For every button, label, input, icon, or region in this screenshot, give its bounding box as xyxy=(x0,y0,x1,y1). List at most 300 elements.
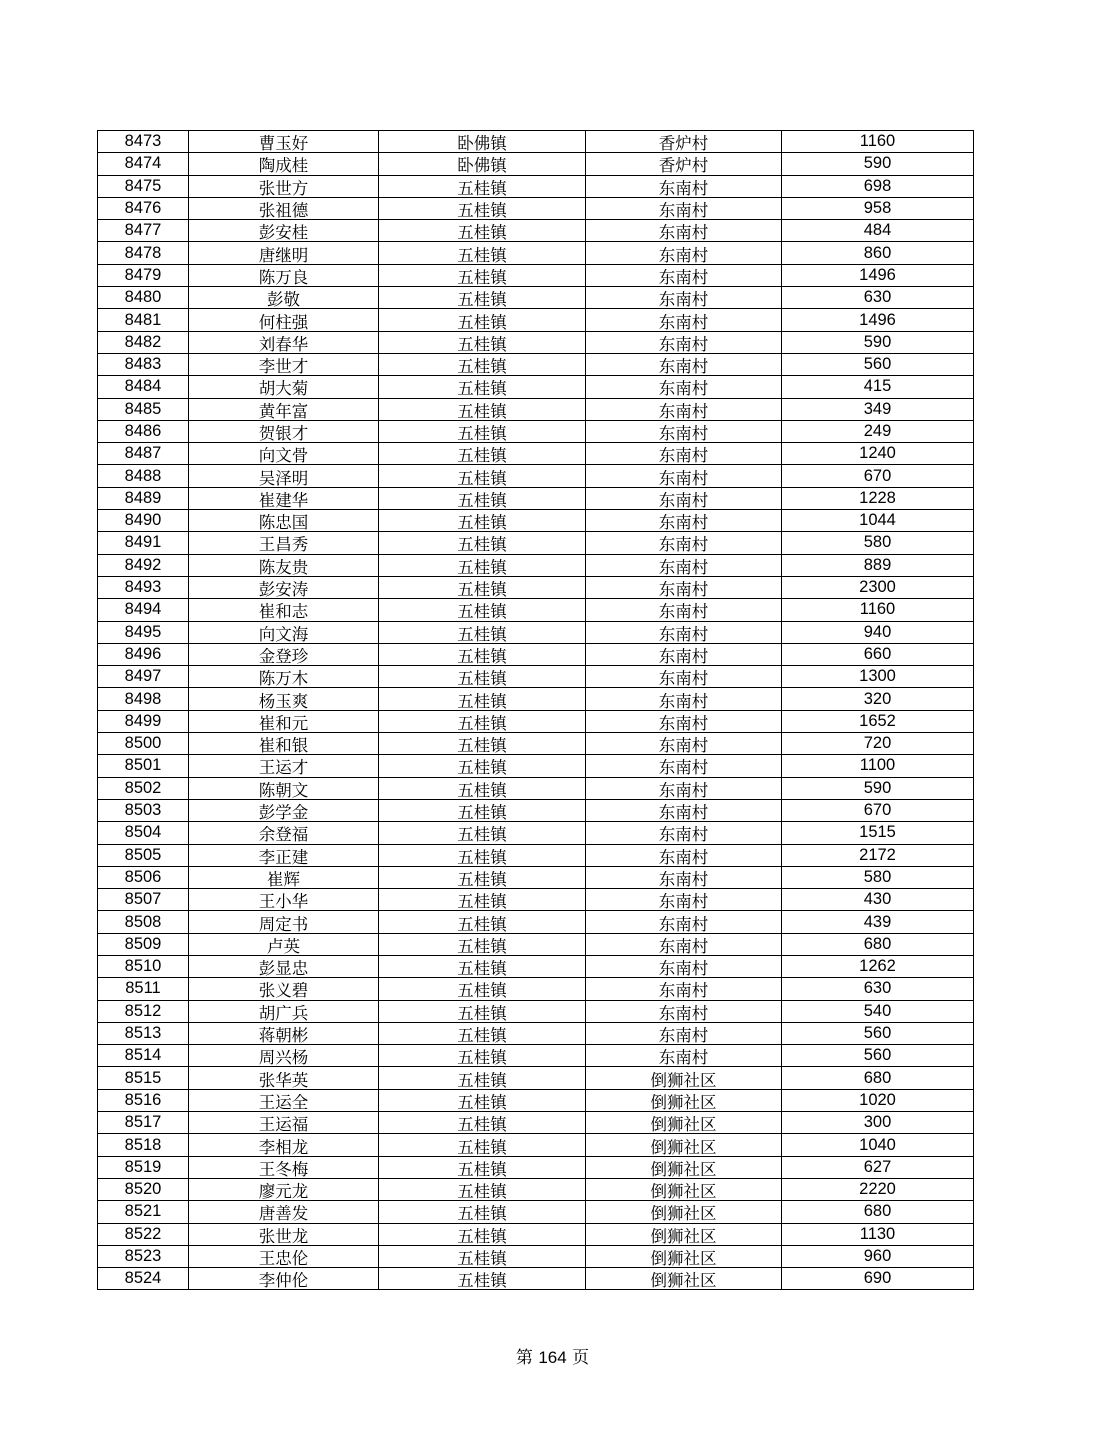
table-row xyxy=(98,978,974,1000)
amount: 2172 xyxy=(859,845,896,864)
person-name: 陈万木 xyxy=(258,669,309,688)
person-name: 曹玉好 xyxy=(258,134,309,153)
amount-cell xyxy=(782,443,974,465)
amount: 300 xyxy=(863,1113,892,1132)
person-name-cell xyxy=(189,443,379,465)
table-row xyxy=(98,844,974,866)
data-table xyxy=(97,130,974,1290)
row-number: 8514 xyxy=(124,1046,162,1065)
row-number: 8495 xyxy=(124,622,162,641)
row-number: 8488 xyxy=(124,466,162,485)
amount-cell xyxy=(782,1178,974,1200)
amount-cell xyxy=(782,1201,974,1223)
amount: 439 xyxy=(863,912,892,931)
amount: 580 xyxy=(863,533,892,552)
row-number-cell xyxy=(98,1000,189,1022)
village-name-cell xyxy=(586,532,782,554)
person-name: 崔和银 xyxy=(258,736,309,755)
row-number-cell xyxy=(98,465,189,487)
row-number: 8513 xyxy=(124,1024,162,1043)
town-name-cell xyxy=(379,1045,586,1067)
town-name-cell xyxy=(379,733,586,755)
row-number: 8521 xyxy=(124,1202,162,1221)
footer-suffix: 页 xyxy=(572,1348,590,1368)
amount-cell xyxy=(782,220,974,242)
person-name: 张义碧 xyxy=(258,981,309,1001)
person-name-cell xyxy=(189,822,379,844)
town-name: 五桂镇 xyxy=(457,646,507,666)
person-name-cell xyxy=(189,242,379,264)
village-name: 东南村 xyxy=(658,557,709,577)
town-name-cell xyxy=(379,911,586,933)
town-name: 五桂镇 xyxy=(457,936,507,956)
person-name: 胡广兵 xyxy=(258,1003,309,1023)
town-name: 五桂镇 xyxy=(457,981,507,1001)
village-name-cell xyxy=(586,1178,782,1200)
row-number-cell xyxy=(98,1245,189,1267)
person-name-cell xyxy=(189,398,379,420)
village-name-cell xyxy=(586,510,782,532)
village-name-cell xyxy=(586,1112,782,1134)
amount-cell xyxy=(782,599,974,621)
amount: 1652 xyxy=(859,711,896,730)
person-name: 周兴杨 xyxy=(258,1048,309,1067)
village-name: 倒狮社区 xyxy=(650,1226,717,1246)
person-name-cell xyxy=(189,955,379,977)
amount: 1130 xyxy=(859,1224,896,1243)
amount-cell xyxy=(782,1067,974,1089)
village-name: 东南村 xyxy=(658,223,709,242)
village-name: 东南村 xyxy=(658,401,709,421)
amount-cell xyxy=(782,376,974,398)
amount: 1100 xyxy=(859,756,896,775)
row-number: 8517 xyxy=(124,1113,162,1132)
village-name-cell xyxy=(586,866,782,888)
person-name: 张世方 xyxy=(258,178,309,198)
person-name: 李相龙 xyxy=(258,1137,309,1157)
table-row xyxy=(98,510,974,532)
village-name-cell xyxy=(586,353,782,375)
town-name: 五桂镇 xyxy=(457,1159,507,1179)
row-number-cell xyxy=(98,688,189,710)
row-number-cell xyxy=(98,264,189,286)
village-name: 东南村 xyxy=(658,914,709,934)
town-name-cell xyxy=(379,933,586,955)
amount: 720 xyxy=(863,734,892,753)
town-name-cell xyxy=(379,777,586,799)
town-name-cell xyxy=(379,688,586,710)
row-number: 8486 xyxy=(124,422,162,440)
row-number: 8505 xyxy=(124,845,162,864)
row-number-cell xyxy=(98,443,189,465)
row-number: 8503 xyxy=(124,801,162,820)
table-row xyxy=(98,309,974,331)
row-number: 8520 xyxy=(124,1180,162,1199)
village-name: 东南村 xyxy=(658,602,709,622)
village-name: 倒狮社区 xyxy=(650,1159,717,1179)
person-name: 吴泽明 xyxy=(258,468,309,488)
amount-cell xyxy=(782,688,974,710)
amount: 590 xyxy=(863,332,892,351)
amount-cell xyxy=(782,153,974,175)
person-name-cell xyxy=(189,131,379,153)
town-name: 五桂镇 xyxy=(457,267,507,287)
amount-cell xyxy=(782,621,974,643)
row-number-cell xyxy=(98,420,189,442)
village-name-cell xyxy=(586,487,782,509)
town-name: 五桂镇 xyxy=(457,1226,507,1246)
village-name-cell xyxy=(586,554,782,576)
town-name: 五桂镇 xyxy=(457,691,507,711)
person-name: 余登福 xyxy=(258,825,309,844)
village-name-cell xyxy=(586,599,782,621)
town-name-cell xyxy=(379,487,586,509)
row-number-cell xyxy=(98,710,189,732)
amount: 690 xyxy=(863,1269,892,1288)
town-name: 五桂镇 xyxy=(457,713,507,733)
town-name: 五桂镇 xyxy=(457,580,507,599)
row-number: 8512 xyxy=(124,1001,162,1020)
amount-cell xyxy=(782,510,974,532)
row-number-cell xyxy=(98,331,189,353)
person-name-cell xyxy=(189,799,379,821)
table-row xyxy=(98,398,974,420)
table-row xyxy=(98,710,974,732)
town-name-cell xyxy=(379,866,586,888)
row-number: 8483 xyxy=(124,355,162,374)
row-number: 8519 xyxy=(124,1157,162,1176)
village-name: 东南村 xyxy=(658,513,709,532)
row-number-cell xyxy=(98,599,189,621)
row-number-cell xyxy=(98,1067,189,1089)
amount-cell xyxy=(782,844,974,866)
row-number: 8482 xyxy=(124,332,162,351)
village-name: 东南村 xyxy=(658,669,709,688)
amount: 484 xyxy=(863,221,892,240)
village-name-cell xyxy=(586,331,782,353)
person-name: 王运福 xyxy=(258,1115,309,1134)
amount-cell xyxy=(782,1045,974,1067)
village-name-cell xyxy=(586,666,782,688)
row-number: 8507 xyxy=(124,890,162,909)
town-name-cell xyxy=(379,666,586,688)
row-number: 8515 xyxy=(124,1068,162,1087)
town-name: 五桂镇 xyxy=(457,357,507,376)
amount-cell xyxy=(782,487,974,509)
village-name-cell xyxy=(586,911,782,933)
person-name: 张华英 xyxy=(258,1070,309,1090)
person-name: 李仲伦 xyxy=(258,1271,309,1290)
town-name-cell xyxy=(379,978,586,1000)
town-name: 五桂镇 xyxy=(457,602,507,622)
person-name-cell xyxy=(189,1156,379,1178)
amount-cell xyxy=(782,1268,974,1290)
amount-cell xyxy=(782,554,974,576)
town-name: 五桂镇 xyxy=(457,535,507,555)
row-number-cell xyxy=(98,1134,189,1156)
row-number: 8508 xyxy=(124,912,162,931)
table-row xyxy=(98,532,974,554)
amount: 430 xyxy=(863,890,892,909)
amount: 1020 xyxy=(859,1090,896,1109)
amount: 320 xyxy=(863,689,892,708)
row-number: 8473 xyxy=(124,132,162,151)
row-number: 8490 xyxy=(124,511,162,530)
amount: 680 xyxy=(863,1068,892,1087)
row-number: 8489 xyxy=(124,488,162,507)
amount-cell xyxy=(782,309,974,331)
amount: 580 xyxy=(863,867,892,886)
town-name-cell xyxy=(379,443,586,465)
town-name: 五桂镇 xyxy=(457,223,507,242)
village-name-cell xyxy=(586,1134,782,1156)
row-number-cell xyxy=(98,1201,189,1223)
amount-cell xyxy=(782,398,974,420)
person-name: 张世龙 xyxy=(258,1226,309,1246)
village-name-cell xyxy=(586,933,782,955)
amount: 940 xyxy=(863,622,892,641)
amount-cell xyxy=(782,889,974,911)
row-number-cell xyxy=(98,1156,189,1178)
table-row xyxy=(98,889,974,911)
row-number-cell xyxy=(98,242,189,264)
person-name: 金登珍 xyxy=(258,646,309,666)
person-name-cell xyxy=(189,911,379,933)
amount-cell xyxy=(782,866,974,888)
row-number-cell xyxy=(98,933,189,955)
row-number-cell xyxy=(98,376,189,398)
town-name-cell xyxy=(379,353,586,375)
amount: 1300 xyxy=(859,667,896,686)
amount: 1262 xyxy=(859,957,896,976)
person-name: 崔和志 xyxy=(258,602,309,622)
row-number-cell xyxy=(98,1268,189,1290)
village-name: 东南村 xyxy=(658,334,709,354)
person-name-cell xyxy=(189,331,379,353)
amount: 860 xyxy=(863,243,892,262)
row-number: 8518 xyxy=(124,1135,162,1154)
row-number-cell xyxy=(98,487,189,509)
town-name: 五桂镇 xyxy=(457,803,507,822)
person-name: 杨玉爽 xyxy=(258,691,309,711)
amount: 590 xyxy=(863,778,892,797)
amount-cell xyxy=(782,955,974,977)
table-row xyxy=(98,331,974,353)
row-number-cell xyxy=(98,978,189,1000)
amount-cell xyxy=(782,1022,974,1044)
person-name-cell xyxy=(189,309,379,331)
row-number-cell xyxy=(98,866,189,888)
row-number: 8492 xyxy=(124,555,162,574)
village-name: 倒狮社区 xyxy=(650,1182,717,1201)
town-name: 五桂镇 xyxy=(457,1092,507,1112)
person-name-cell xyxy=(189,933,379,955)
village-name-cell xyxy=(586,799,782,821)
row-number: 8506 xyxy=(124,867,162,886)
table-row xyxy=(98,1245,974,1267)
person-name: 刘春华 xyxy=(258,334,309,354)
town-name: 五桂镇 xyxy=(457,1271,507,1290)
town-name-cell xyxy=(379,599,586,621)
town-name: 五桂镇 xyxy=(457,334,507,354)
amount: 1160 xyxy=(859,600,896,619)
village-name-cell xyxy=(586,822,782,844)
row-number: 8498 xyxy=(124,689,162,708)
row-number: 8487 xyxy=(124,444,162,463)
person-name-cell xyxy=(189,376,379,398)
village-name-cell xyxy=(586,420,782,442)
amount-cell xyxy=(782,465,974,487)
amount-cell xyxy=(782,1000,974,1022)
village-name: 东南村 xyxy=(658,178,709,198)
village-name: 倒狮社区 xyxy=(650,1070,717,1090)
person-name-cell xyxy=(189,1178,379,1200)
village-name-cell xyxy=(586,309,782,331)
amount-cell xyxy=(782,1134,974,1156)
town-name-cell xyxy=(379,1201,586,1223)
village-name: 香炉村 xyxy=(658,156,709,176)
town-name-cell xyxy=(379,242,586,264)
person-name-cell xyxy=(189,1067,379,1089)
village-name: 东南村 xyxy=(658,1003,709,1023)
village-name-cell xyxy=(586,398,782,420)
village-name-cell xyxy=(586,643,782,665)
person-name: 廖元龙 xyxy=(258,1182,309,1201)
town-name-cell xyxy=(379,220,586,242)
amount-cell xyxy=(782,733,974,755)
row-number-cell xyxy=(98,576,189,598)
town-name: 五桂镇 xyxy=(457,1204,507,1224)
table-row xyxy=(98,175,974,197)
person-name: 陈万良 xyxy=(258,267,309,287)
table-row xyxy=(98,911,974,933)
town-name-cell xyxy=(379,955,586,977)
table-row xyxy=(98,1134,974,1156)
village-name-cell xyxy=(586,844,782,866)
village-name-cell xyxy=(586,1223,782,1245)
row-number-cell xyxy=(98,777,189,799)
person-name: 王运才 xyxy=(258,758,309,778)
row-number: 8479 xyxy=(124,265,162,284)
person-name-cell xyxy=(189,666,379,688)
village-name: 东南村 xyxy=(658,312,709,332)
row-number: 8511 xyxy=(125,979,161,998)
town-name: 五桂镇 xyxy=(457,424,507,443)
amount: 1160 xyxy=(859,132,896,151)
row-number: 8475 xyxy=(124,176,162,195)
table-row xyxy=(98,465,974,487)
table-row xyxy=(98,554,974,576)
amount: 560 xyxy=(863,1024,892,1043)
person-name-cell xyxy=(189,175,379,197)
row-number-cell xyxy=(98,398,189,420)
row-number: 8501 xyxy=(124,756,162,775)
town-name-cell xyxy=(379,1245,586,1267)
table-row xyxy=(98,376,974,398)
town-name: 五桂镇 xyxy=(457,1026,507,1045)
row-number-cell xyxy=(98,554,189,576)
town-name-cell xyxy=(379,1178,586,1200)
amount: 1496 xyxy=(859,265,896,284)
person-name-cell xyxy=(189,1268,379,1290)
person-name: 王忠伦 xyxy=(258,1248,309,1268)
row-number: 8485 xyxy=(124,399,162,418)
row-number-cell xyxy=(98,733,189,755)
village-name-cell xyxy=(586,1268,782,1290)
table-row xyxy=(98,599,974,621)
person-name: 唐继明 xyxy=(258,245,309,265)
person-name: 崔和元 xyxy=(258,713,309,733)
person-name: 周定书 xyxy=(258,914,309,934)
row-number: 8481 xyxy=(124,310,162,329)
table-row xyxy=(98,353,974,375)
row-number-cell xyxy=(98,131,189,153)
town-name: 五桂镇 xyxy=(457,379,507,399)
row-number-cell xyxy=(98,666,189,688)
amount-cell xyxy=(782,175,974,197)
village-name: 东南村 xyxy=(658,245,709,265)
person-name-cell xyxy=(189,1045,379,1067)
village-name: 东南村 xyxy=(658,758,709,778)
row-number-cell xyxy=(98,153,189,175)
table-row xyxy=(98,487,974,509)
amount: 680 xyxy=(863,1202,892,1221)
village-name-cell xyxy=(586,733,782,755)
person-name: 陶成桂 xyxy=(258,156,309,176)
amount-cell xyxy=(782,1112,974,1134)
town-name: 五桂镇 xyxy=(457,1003,507,1023)
table-row xyxy=(98,733,974,755)
amount: 960 xyxy=(863,1246,892,1265)
village-name-cell xyxy=(586,1156,782,1178)
village-name-cell xyxy=(586,465,782,487)
person-name: 贺银才 xyxy=(258,424,309,443)
town-name: 五桂镇 xyxy=(457,290,507,309)
town-name-cell xyxy=(379,197,586,219)
town-name-cell xyxy=(379,799,586,821)
village-name: 东南村 xyxy=(658,936,709,956)
village-name-cell xyxy=(586,242,782,264)
row-number: 8474 xyxy=(124,154,162,173)
person-name-cell xyxy=(189,1022,379,1044)
row-number: 8496 xyxy=(124,644,162,663)
person-name-cell xyxy=(189,576,379,598)
village-name: 东南村 xyxy=(658,646,709,666)
table-row xyxy=(98,1067,974,1089)
row-number-cell xyxy=(98,510,189,532)
table-row xyxy=(98,220,974,242)
person-name-cell xyxy=(189,487,379,509)
person-name: 唐善发 xyxy=(258,1204,309,1224)
town-name: 五桂镇 xyxy=(457,758,507,778)
amount: 1040 xyxy=(859,1135,896,1154)
amount: 349 xyxy=(863,399,892,418)
person-name: 陈朝文 xyxy=(258,780,309,800)
town-name-cell xyxy=(379,1223,586,1245)
amount-cell xyxy=(782,1245,974,1267)
town-name: 五桂镇 xyxy=(457,312,507,332)
town-name-cell xyxy=(379,1112,586,1134)
village-name: 东南村 xyxy=(658,847,709,867)
village-name: 东南村 xyxy=(658,624,709,644)
village-name: 东南村 xyxy=(658,535,709,555)
town-name-cell xyxy=(379,376,586,398)
amount-cell xyxy=(782,710,974,732)
person-name: 向文海 xyxy=(258,624,309,644)
amount: 560 xyxy=(863,355,892,374)
village-name: 东南村 xyxy=(658,981,709,1001)
amount: 889 xyxy=(863,555,892,574)
